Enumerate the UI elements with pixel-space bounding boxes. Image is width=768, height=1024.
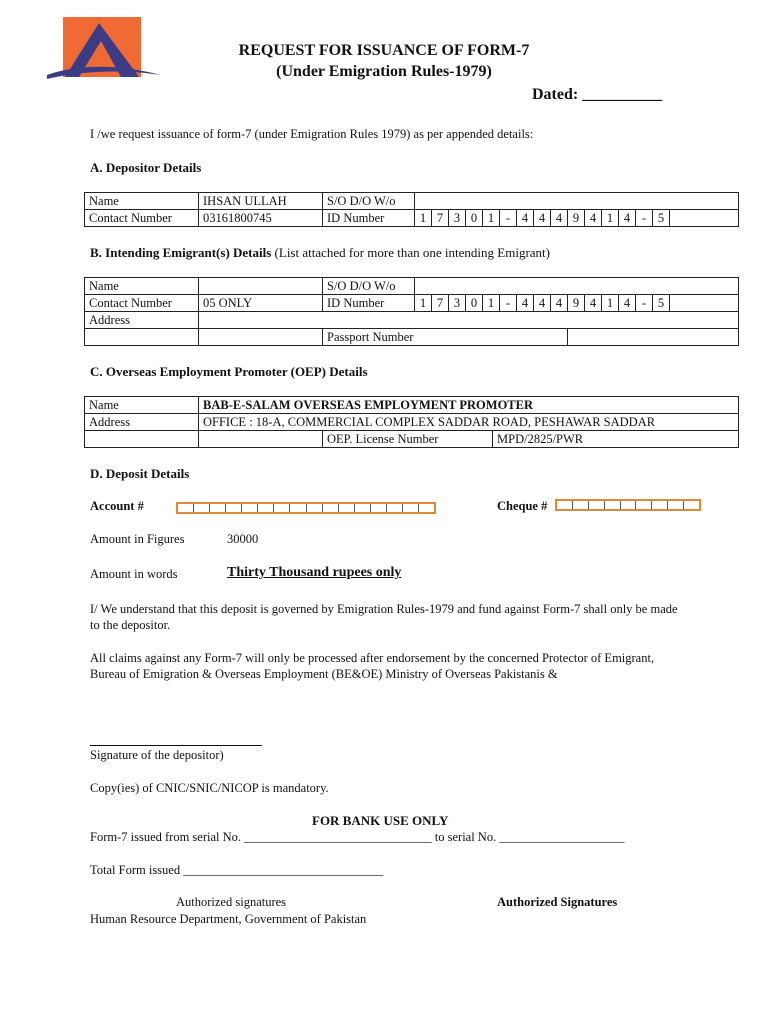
bank-use-heading: FOR BANK USE ONLY [312,813,449,828]
empty-cell [199,431,323,448]
amount-words-label: Amount in words [90,567,178,581]
empty-cell [85,431,199,448]
oep-name: BAB-E-SALAM OVERSEAS EMPLOYMENT PROMOTER [199,397,739,414]
name-label: Name [85,397,199,414]
footer-department: Human Resource Department, Government of Pakistan [90,912,367,926]
id-digit: 1 [415,210,432,227]
id-digit: - [500,295,517,312]
id-digit: 7 [432,295,449,312]
section-c-heading: C. Overseas Employment Promoter (OEP) Details [90,364,368,379]
passport-label: Passport Number [323,329,568,346]
license-number: MPD/2825/PWR [493,431,739,448]
cheque-label: Cheque # [497,499,548,513]
signature-line [90,745,262,746]
depositor-contact: 03161800745 [199,210,323,227]
address-label: Address [85,312,199,329]
form-subtitle: (Under Emigration Rules-1979) [276,63,492,80]
amount-figures-label: Amount in Figures [90,532,185,546]
serial-number-line: Form-7 issued from serial No. ______________________________ to serial No. ____________________ [90,830,625,844]
contact-label: Contact Number [85,210,199,227]
emigrant-name [199,278,323,295]
empty-cell [199,329,323,346]
id-digit: 5 [653,295,670,312]
contact-label: Contact Number [85,295,199,312]
license-label: OEP. License Number [323,431,493,448]
id-digit: - [636,210,653,227]
amount-figures-value: 30000 [227,532,259,546]
id-digit: - [500,210,517,227]
signature-label: Signature of the depositor) [90,748,224,762]
id-digit: 1 [483,295,500,312]
amount-words-value: Thirty Thousand rupees only [227,565,402,580]
id-digit: 4 [534,210,551,227]
id-digit: 9 [568,295,585,312]
id-digit: 3 [449,295,466,312]
dated-field: Dated: __________ [532,86,663,103]
governance-paragraph: I/ We understand that this deposit is governed by Emigration Rules-1979 and fund against Form-7 shall only be made to the depositor. [90,602,678,632]
account-number-boxes[interactable] [176,502,436,514]
id-digit: 5 [653,210,670,227]
depositor-sdw [415,193,739,210]
id-digit: 4 [517,210,534,227]
passport-number [568,329,739,346]
id-digit: 1 [602,295,619,312]
address-label: Address [85,414,199,431]
total-forms-line: Total Form issued ________________________________ [90,863,384,877]
id-label: ID Number [323,295,415,312]
id-digit: 7 [432,210,449,227]
oep-address: OFFICE : 18-A, COMMERCIAL COMPLEX SADDAR ROAD, PESHAWAR SADDAR [199,414,739,431]
id-empty-cell [670,210,739,227]
section-d-heading: D. Deposit Details [90,466,190,481]
id-digit: 4 [585,210,602,227]
name-label: Name [85,193,199,210]
account-label: Account # [90,499,144,513]
id-empty-cell [670,295,739,312]
emigrant-table [84,277,739,346]
id-digit: 1 [483,210,500,227]
empty-cell [85,329,199,346]
sdw-label: S/O D/O W/o [323,278,415,295]
intro-text: I /we request issuance of form-7 (under Emigration Rules 1979) as per appended details: [90,127,534,141]
id-digit: 0 [466,210,483,227]
depositor-name: IHSAN ULLAH [199,193,323,210]
name-label: Name [85,278,199,295]
id-digit: 4 [517,295,534,312]
id-digit: 4 [551,210,568,227]
id-digit: 0 [466,295,483,312]
oep-table [84,396,739,448]
emigrant-address [199,312,739,329]
section-b-note: (List attached for more than one intending Emigrant) [271,245,550,260]
id-digit: 4 [619,295,636,312]
section-b-title: B. Intending Emigrant(s) Details [90,245,272,260]
id-digit: 1 [602,210,619,227]
id-digit: 4 [585,295,602,312]
id-digit: - [636,295,653,312]
sdw-label: S/O D/O W/o [323,193,415,210]
emigrant-contact: 05 ONLY [199,295,323,312]
cheque-number-boxes[interactable] [555,499,701,511]
id-digit: 1 [415,295,432,312]
id-digit: 4 [551,295,568,312]
id-digit: 3 [449,210,466,227]
id-label: ID Number [323,210,415,227]
cnic-note: Copy(ies) of CNIC/SNIC/NICOP is mandatory. [90,781,329,795]
section-a-heading: A. Depositor Details [90,160,202,175]
id-digit: 9 [568,210,585,227]
emigrant-sdw [415,278,739,295]
claims-paragraph: All claims against any Form-7 will only be processed after endorsement by the concerned Protector of Emigrant, Bureau of Emigration & Overseas Employment (BE&OE) Ministry of Overseas Pakistanis & [90,651,655,681]
id-digit: 4 [619,210,636,227]
authorized-signatures-right: Authorized Signatures [497,895,618,909]
depositor-table [84,192,739,227]
section-b-heading [90,245,550,261]
form-title: REQUEST FOR ISSUANCE OF FORM-7 [238,42,530,59]
authorized-signatures-left: Authorized signatures [176,895,287,909]
id-digit: 4 [534,295,551,312]
